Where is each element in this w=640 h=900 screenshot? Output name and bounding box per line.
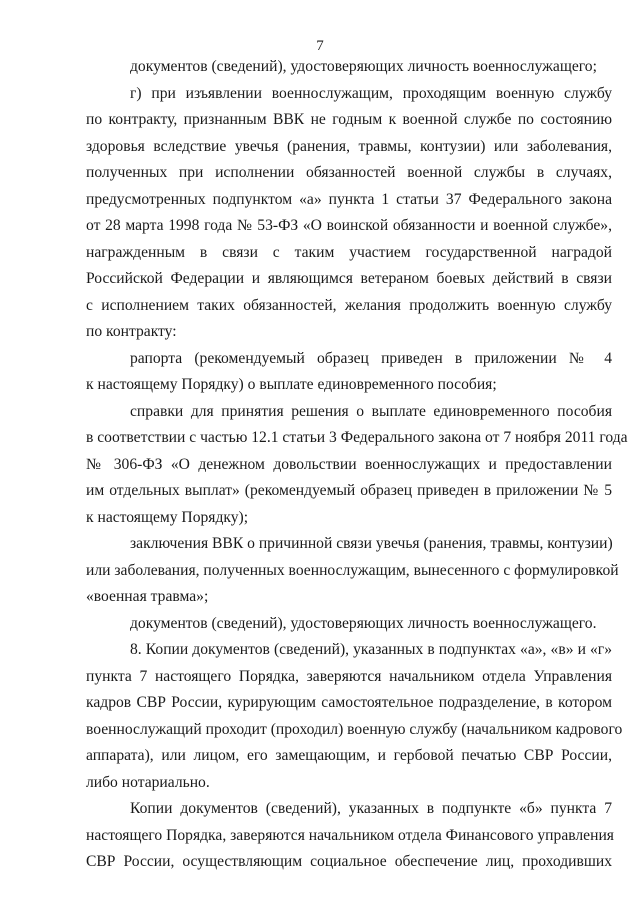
text-line: Российской Федерации и являющимся ветераном боевых действий в связи — [86, 270, 612, 287]
paragraph — [86, 796, 612, 876]
paragraph — [86, 399, 628, 532]
text-line: предусмотренных подпунктом «а» пункта 1 статьи 37 Федерального закона — [86, 190, 612, 208]
text-line: или заболевания, полученных военнослужащим, вынесенного с формулировкой — [86, 561, 619, 579]
text-line: с исполнением таких обязанностей, желания продолжить военную службу — [86, 296, 612, 314]
text-line: СВР России, осуществляющим социальное обеспечение лиц, проходивших — [86, 853, 612, 870]
text-line: в соответствии с частью 12.1 статьи 3 Федерального закона от 7 ноября 2011 года — [86, 429, 628, 446]
text-line: им отдельных выплат» (рекомендуемый образец приведен в приложении № 5 — [86, 482, 612, 499]
paragraph — [86, 637, 623, 796]
text-line: № 306-ФЗ «О денежном довольствии военнослужащих и предоставлении — [86, 455, 612, 473]
text-line: документов (сведений), удостоверяющих личность военнослужащего. — [130, 614, 597, 632]
text-line: Копии документов (сведений), указанных в подпункте «б» пункта 7 — [130, 800, 612, 817]
text-line: рапорта (рекомендуемый образец приведен в приложении № 4 — [130, 349, 612, 367]
text-line: военнослужащий проходит (проходил) военную службу (начальником кадрового — [86, 720, 623, 738]
text-line: от 28 марта 1998 года № 53-ФЗ «О воинской обязанности и военной службе», — [86, 217, 612, 234]
text-line: аппарата), или лицом, его замещающим, и гербовой печатью СВР России, — [86, 747, 612, 764]
text-line: настоящего Порядка, заверяются начальником отдела Финансового управления — [86, 826, 614, 844]
document-body — [86, 54, 628, 876]
paragraph — [86, 611, 612, 638]
paragraph — [86, 346, 612, 399]
text-line: 8. Копии документов (сведений), указанных в подпунктах «а», «в» и «г» — [130, 641, 612, 658]
text-line: полученных при исполнении обязанностей военной службы в случаях, — [86, 164, 612, 181]
text-line: к настоящему Порядку) о выплате единовременного пособия; — [86, 376, 497, 393]
page-number: 7 — [316, 38, 324, 54]
text-line: награжденным в связи с таким участием государственной наградой — [86, 243, 612, 261]
paragraph — [86, 54, 612, 81]
text-line: к настоящему Порядку); — [86, 508, 249, 526]
text-line: по контракту, признанным ВВК не годным к военной службе по состоянию — [86, 111, 612, 128]
paragraph — [86, 81, 612, 346]
text-line: либо нотариально. — [86, 773, 210, 791]
text-line: документов (сведений), удостоверяющих личность военнослужащего; — [130, 58, 597, 75]
text-line: здоровья вследствие увечья (ранения, травмы, контузии) или заболевания, — [86, 137, 612, 155]
paragraph — [86, 531, 619, 611]
text-line: заключения ВВК о причинной связи увечья (ранения, травмы, контузии) — [130, 535, 613, 552]
text-line: по контракту: — [86, 323, 177, 340]
text-line: справки для принятия решения о выплате единовременного пособия — [130, 402, 612, 420]
text-line: пункта 7 настоящего Порядка, заверяются начальником отдела Управления — [86, 667, 612, 685]
text-line: кадров СВР России, курирующим самостоятельное подразделение, в котором — [86, 694, 612, 711]
text-line: «военная травма»; — [86, 588, 209, 605]
text-line: г) при изъявлении военнослужащим, проходящим военную службу — [130, 84, 612, 102]
